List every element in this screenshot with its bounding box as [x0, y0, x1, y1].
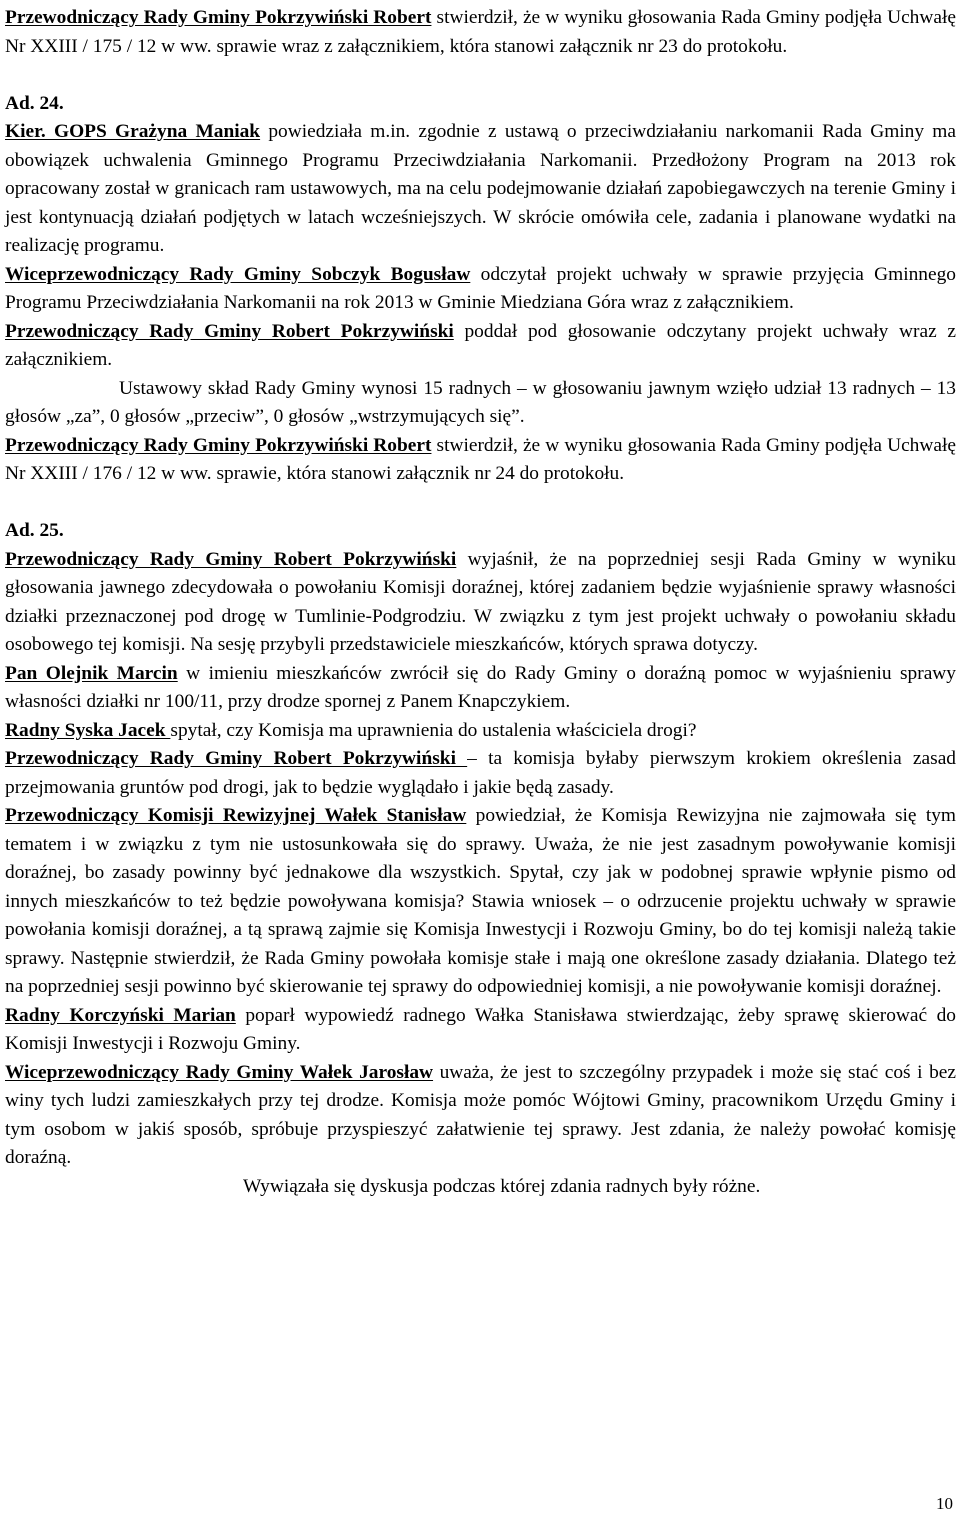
- speaker-name: Przewodniczący Rady Gminy Robert Pokrzywiński: [5, 320, 454, 342]
- speaker-name: Kier. GOPS Grażyna Maniak: [5, 121, 261, 142]
- paragraph-text: poparł wypowiedź radnego Wałka Stanisława stwierdzając, żeby sprawę skierować do Komisji Inwestycji i Rozwoju Gminy.: [5, 1004, 956, 1054]
- paragraph: [5, 118, 956, 261]
- paragraph-text: wyjaśnił, że na poprzedniej sesji Rada Gminy w wyniku głosowania jawnego zdecydowała o powołaniu Komisji doraźnej, której zadaniem będzie wyjaśnienie sprawy własności działki przeznaczonej pod drogę w Tumlinie-Podgrodziu. W związku z tym jest projekt uchwały o powołaniu składu osobowego tej komisji. Na sesję przybyli przedstawiciele mieszkańców, których sprawa dotyczy.: [5, 548, 956, 655]
- speaker-name: Przewodniczący Rady Gminy Robert Pokrzywiński: [5, 748, 468, 769]
- speaker-name: Przewodniczący Rady Gminy Robert Pokrzywiński: [5, 548, 457, 570]
- paragraph-text: poddał pod głosowanie odczytany projekt uchwały wraz z załącznikiem.: [5, 320, 956, 370]
- paragraph-text: odczytał projekt uchwały w sprawie przyjęcia Gminnego Programu Przeciwdziałania Narkomanii na rok 2013 w Gminie Miedziana Góra wraz z załącznikiem.: [5, 263, 956, 313]
- paragraph-text: stwierdził, że w wyniku głosowania Rada Gminy podjęła Uchwałę Nr XXIII / 175 / 12 w ww. sprawie wraz z załącznikiem, która stanowi załącznik nr 23 do protokołu.: [5, 7, 956, 57]
- paragraph-text: w imieniu mieszkańców zwrócił się do Rady Gminy o doraźną pomoc w wyjaśnieniu sprawy własności działki nr 100/11, przy drodze spornej z Panem Knapczykiem.: [5, 662, 956, 712]
- paragraph-text: powiedziała m.in. zgodnie z ustawą o przeciwdziałaniu narkomanii Rada Gminy ma obowiązek uchwalenia Gminnego Programu Przeciwdziałania Narkomanii. Przedłożony Program na 2013 rok opracowany został w granicach ram ustawowych, ma na celu podejmowanie działań zapobiegawczych na terenie Gminy i jest kontynuacją działań podjętych w latach wcześniejszych. W skrócie omówiła cele, zadania i planowane wydatki na realizację programu.: [5, 121, 956, 256]
- paragraph: [5, 318, 956, 375]
- agenda-item-heading: Ad. 24.: [5, 92, 64, 114]
- discussion-note: Wywiązała się dyskusja podczas której zdania radnych były różne.: [243, 1175, 761, 1197]
- paragraph-text: stwierdził, że w wyniku głosowania Rada Gminy podjęła Uchwałę Nr XXIII / 176 / 12 w ww. sprawie, która stanowi załącznik nr 24 do protokołu.: [5, 434, 956, 484]
- paragraph-text: uważa, że jest to szczególny przypadek i może się stać coś i bez winy tych ludzi zamieszkałych przy tej drodze. Komisja może pomóc Wójtowi Gminy, pracownikom Urzędu Gminy i tym osobom w jakiś sposób, spróbuje przyspieszyć załatwienie tej sprawy. Jest zdania, że należy powołać komisję doraźną.: [5, 1061, 956, 1168]
- paragraph: [5, 1059, 956, 1173]
- paragraph: [5, 717, 956, 746]
- speaker-name: Przewodniczący Rady Gminy Pokrzywiński Robert: [5, 434, 432, 456]
- speaker-name: Przewodniczący Komisji Rewizyjnej Wałek Stanisław: [5, 805, 467, 826]
- speaker-name: Przewodniczący Rady Gminy Pokrzywiński Robert: [5, 7, 432, 28]
- paragraph: [5, 4, 956, 61]
- paragraph: [5, 745, 956, 802]
- speaker-name: Radny Syska Jacek: [5, 719, 171, 741]
- speaker-name: Wiceprzewodniczący Rady Gminy Wałek Jarosław: [5, 1061, 434, 1083]
- vote-result-paragraph: Ustawowy skład Rady Gminy wynosi 15 radnych – w głosowaniu jawnym wzięło udział 13 radnych – 13 głosów „za”, 0 głosów „przeciw”, 0 głosów „wstrzymujących się”.: [5, 377, 956, 427]
- paragraph: [5, 1002, 956, 1059]
- speaker-name: Pan Olejnik Marcin: [5, 662, 178, 684]
- paragraph-text: powiedział, że Komisja Rewizyjna nie zajmowała się tym tematem i w związku z tym nie ustosunkowała się do sprawy. Uważa, że nie jest zasadnym powoływanie komisji doraźnej, bo zasady powinny być jednakowe dla wszystkich. Spytał, czy jak w podobnej sprawie wpłynie pismo od innych mieszkańców to też będzie powoływana komisja? Stawia wniosek – o odrzucenie projektu uchwały w sprawie powołania komisji doraźnej, a tą sprawą zajmie się Komisja Inwestycji i Rozwoju Gminy, bo do tej komisji należą takie sprawy. Następnie stwierdził, że Rada Gminy powołała komisje stałe i mają one określone zasady działania. Dlatego też na poprzedniej sesji powinno być skierowanie tej sprawy do odpowiedniej komisji, a nie powoływanie komisji doraźnej.: [5, 805, 957, 997]
- paragraph: [5, 660, 956, 717]
- speaker-name: Wiceprzewodniczący Rady Gminy Sobczyk Bogusław: [5, 263, 471, 285]
- paragraph: [5, 432, 956, 489]
- page-number: 10: [936, 1494, 953, 1513]
- paragraph-text: spytał, czy Komisja ma uprawnienia do ustalenia właściciela drogi?: [170, 719, 697, 741]
- paragraph: [5, 261, 956, 318]
- document-page: [5, 4, 956, 1201]
- paragraph-text: – ta komisja byłaby pierwszym krokiem określenia zasad przejmowania gruntów pod drogi, jak to będzie wyglądało i jakie będą zasady.: [5, 748, 956, 798]
- paragraph: [5, 546, 956, 660]
- paragraph: [5, 802, 956, 1002]
- speaker-name: Radny Korczyński Marian: [5, 1004, 236, 1026]
- agenda-item-heading: Ad. 25.: [5, 520, 64, 541]
